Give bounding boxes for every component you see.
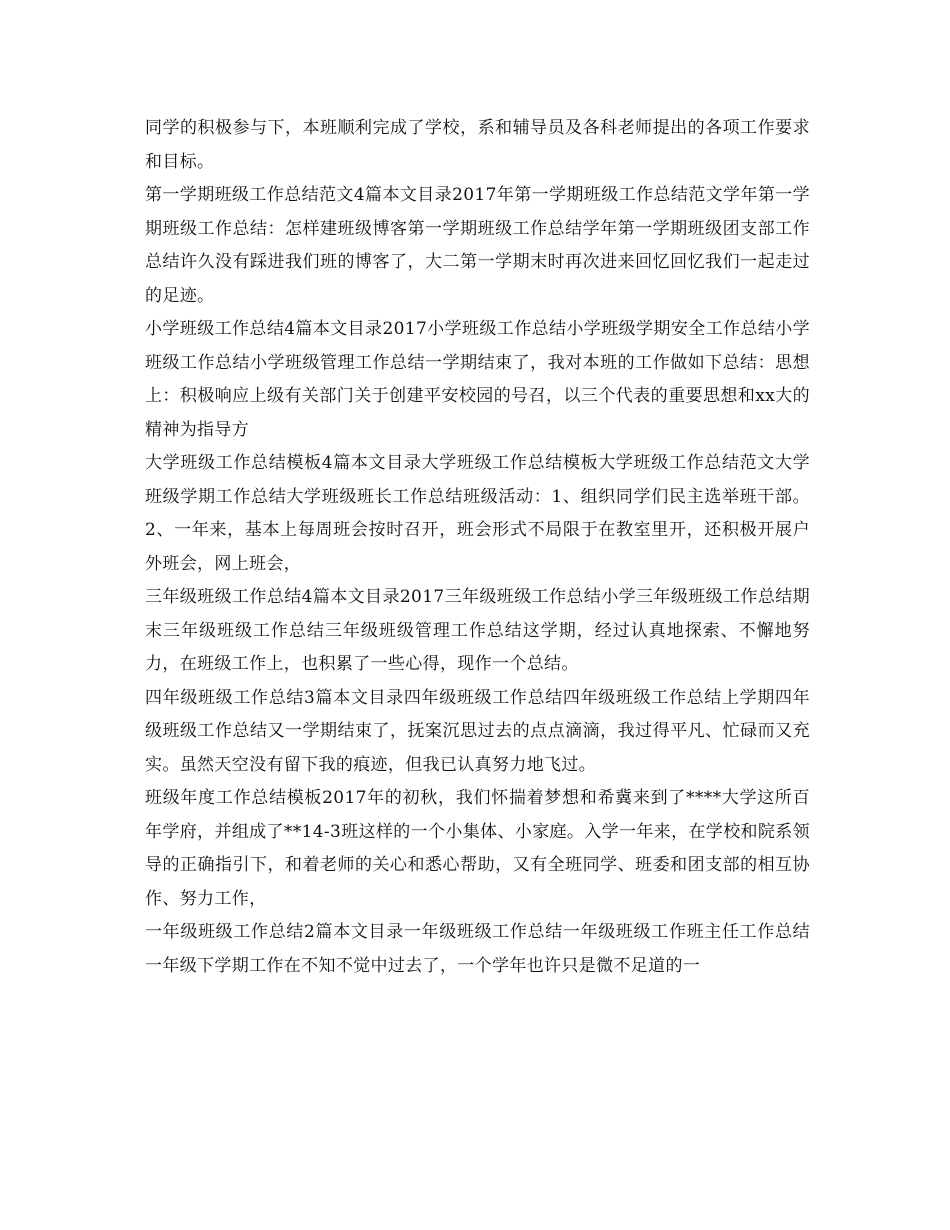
paragraph-2: 第一学期班级工作总结范文4篇本文目录2017年第一学期班级工作总结范文学年第一学期班级工作总结：怎样建班级博客第一学期班级工作总结学年第一学期班级团支部工作总结许久没有踩进我们班的博客了，大二第一学期末时再次进来回忆回忆我们一起走过的足迹。 [145, 185, 810, 306]
paragraph-4: 大学班级工作总结模板4篇本文目录大学班级工作总结模板大学班级工作总结范文大学班级学期工作总结大学班级班长工作总结班级活动：1、组织同学们民主选举班干部。2、一年来，基本上每周班会按时召开，班会形式不局限于在教室里开，还积极开展户外班会，网上班会， [145, 453, 810, 574]
paragraph-1: 同学的积极参与下，本班顺利完成了学校，系和辅导员及各科老师提出的各项工作要求和目标。 [145, 118, 810, 172]
paragraph-3: 小学班级工作总结4篇本文目录2017小学班级工作总结小学班级学期安全工作总结小学班级工作总结小学班级管理工作总结一学期结束了，我对本班的工作做如下总结：思想上：积极响应上级有关部门关于创建平安校园的号召，以三个代表的重要思想和xx大的精神为指导方 [145, 319, 810, 440]
paragraph-6: 四年级班级工作总结3篇本文目录四年级班级工作总结四年级班级工作总结上学期四年级班级工作总结又一学期结束了，抚案沉思过去的点点滴滴，我过得平凡、忙碌而又充实。虽然天空没有留下我的痕迹，但我已认真努力地飞过。 [145, 687, 810, 775]
paragraph-8: 一年级班级工作总结2篇本文目录一年级班级工作总结一年级班级工作班主任工作总结一年级下学期工作在不知不觉中过去了，一个学年也许只是微不足道的一 [145, 922, 810, 976]
paragraph-5: 三年级班级工作总结4篇本文目录2017三年级班级工作总结小学三年级班级工作总结期末三年级班级工作总结三年级班级管理工作总结这学期，经过认真地探索、不懈地努力，在班级工作上，也积累了一些心得，现作一个总结。 [145, 587, 810, 674]
paragraph-7: 班级年度工作总结模板2017年的初秋，我们怀揣着梦想和希冀来到了****大学这所百年学府，并组成了**14-3班这样的一个小集体、小家庭。入学一年来，在学校和院系领导的正确指引下，和着老师的关心和悉心帮助，又有全班同学、班委和团支部的相互协作、努力工作， [145, 788, 810, 909]
document-body [145, 112, 810, 983]
